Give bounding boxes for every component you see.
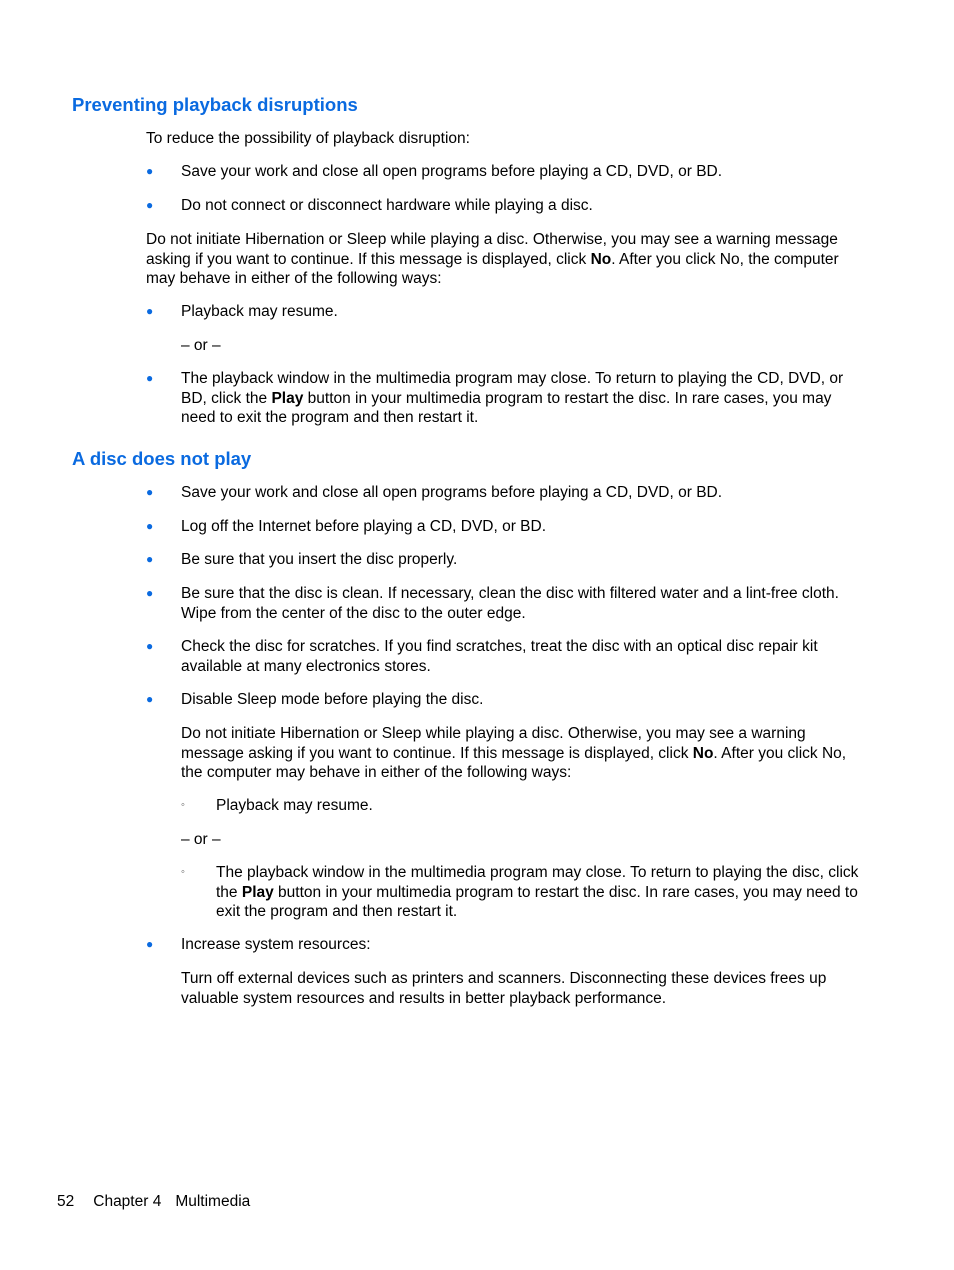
sub-list-item: Playback may resume. (216, 797, 373, 814)
page-number: 52 (57, 1193, 75, 1210)
list-item: Playback may resume. (181, 303, 338, 320)
bullet-icon: ● (146, 198, 154, 212)
bullet-icon: ● (146, 937, 154, 951)
sub-bullet-icon: ◦ (181, 866, 185, 878)
bullet-icon: ● (146, 485, 154, 499)
sub-bullet-icon: ◦ (181, 799, 185, 811)
list-item: Increase system resources: (181, 936, 371, 953)
or-separator: – or – (181, 337, 221, 354)
list-item: Do not connect or disconnect hardware while playing a disc. (181, 197, 593, 214)
list-item: The playback window in the multimedia program may close. To return to playing the CD, DVD, or BD, click the Play button in your multimedia program to restart the disc. In rare cases, you may need to exit the program and then restart it. (181, 370, 844, 426)
page-footer (57, 1192, 250, 1212)
chapter-label: Chapter 4 (93, 1193, 162, 1210)
chapter-title: Multimedia (175, 1193, 251, 1210)
list-item: Check the disc for scratches. If you find scratches, treat the disc with an optical disc repair kit available at many electronics stores. (181, 638, 818, 675)
bullet-icon: ● (146, 164, 154, 178)
bullet-icon: ● (146, 519, 154, 533)
list-item: Save your work and close all open programs before playing a CD, DVD, or BD. (181, 484, 723, 501)
section-heading-preventing-disruptions: Preventing playback disruptions (72, 94, 358, 115)
bullet-icon: ● (146, 639, 154, 653)
section-heading-disc-does-not-play: A disc does not play (72, 448, 252, 469)
intro-text: To reduce the possibility of playback disruption: (146, 130, 470, 147)
bullet-icon: ● (146, 552, 154, 566)
list-item: Disable Sleep mode before playing the disc. (181, 691, 484, 708)
list-item: Be sure that you insert the disc properly. (181, 551, 458, 568)
bullet-icon: ● (146, 304, 154, 318)
list-item: Be sure that the disc is clean. If necessary, clean the disc with filtered water and a lint-free cloth. Wipe from the center of the disc to the outer edge. (181, 585, 839, 622)
resources-paragraph: Turn off external devices such as printers and scanners. Disconnecting these devices frees up valuable system resources and results in better playback performance. (181, 970, 827, 1007)
or-separator: – or – (181, 831, 221, 848)
sub-list-item: The playback window in the multimedia program may close. To return to playing the disc, click the Play button in your multimedia program to restart the disc. In rare cases, you may need to exit the program and then restart it. (216, 864, 859, 920)
bullet-icon: ● (146, 692, 154, 706)
hibernation-paragraph: Do not initiate Hibernation or Sleep while playing a disc. Otherwise, you may see a warning message asking if you want to continue. If this message is displayed, click No. After you click No, the computer may behave in either of the following ways: (146, 231, 839, 287)
sleep-paragraph: Do not initiate Hibernation or Sleep while playing a disc. Otherwise, you may see a warning message asking if you want to continue. If this message is displayed, click No. After you click No, the computer may behave in either of the following ways: (181, 725, 847, 781)
list-item: Log off the Internet before playing a CD, DVD, or BD. (181, 518, 547, 535)
bullet-icon: ● (146, 586, 154, 600)
bullet-icon: ● (146, 371, 154, 385)
list-item: Save your work and close all open programs before playing a CD, DVD, or BD. (181, 163, 723, 180)
